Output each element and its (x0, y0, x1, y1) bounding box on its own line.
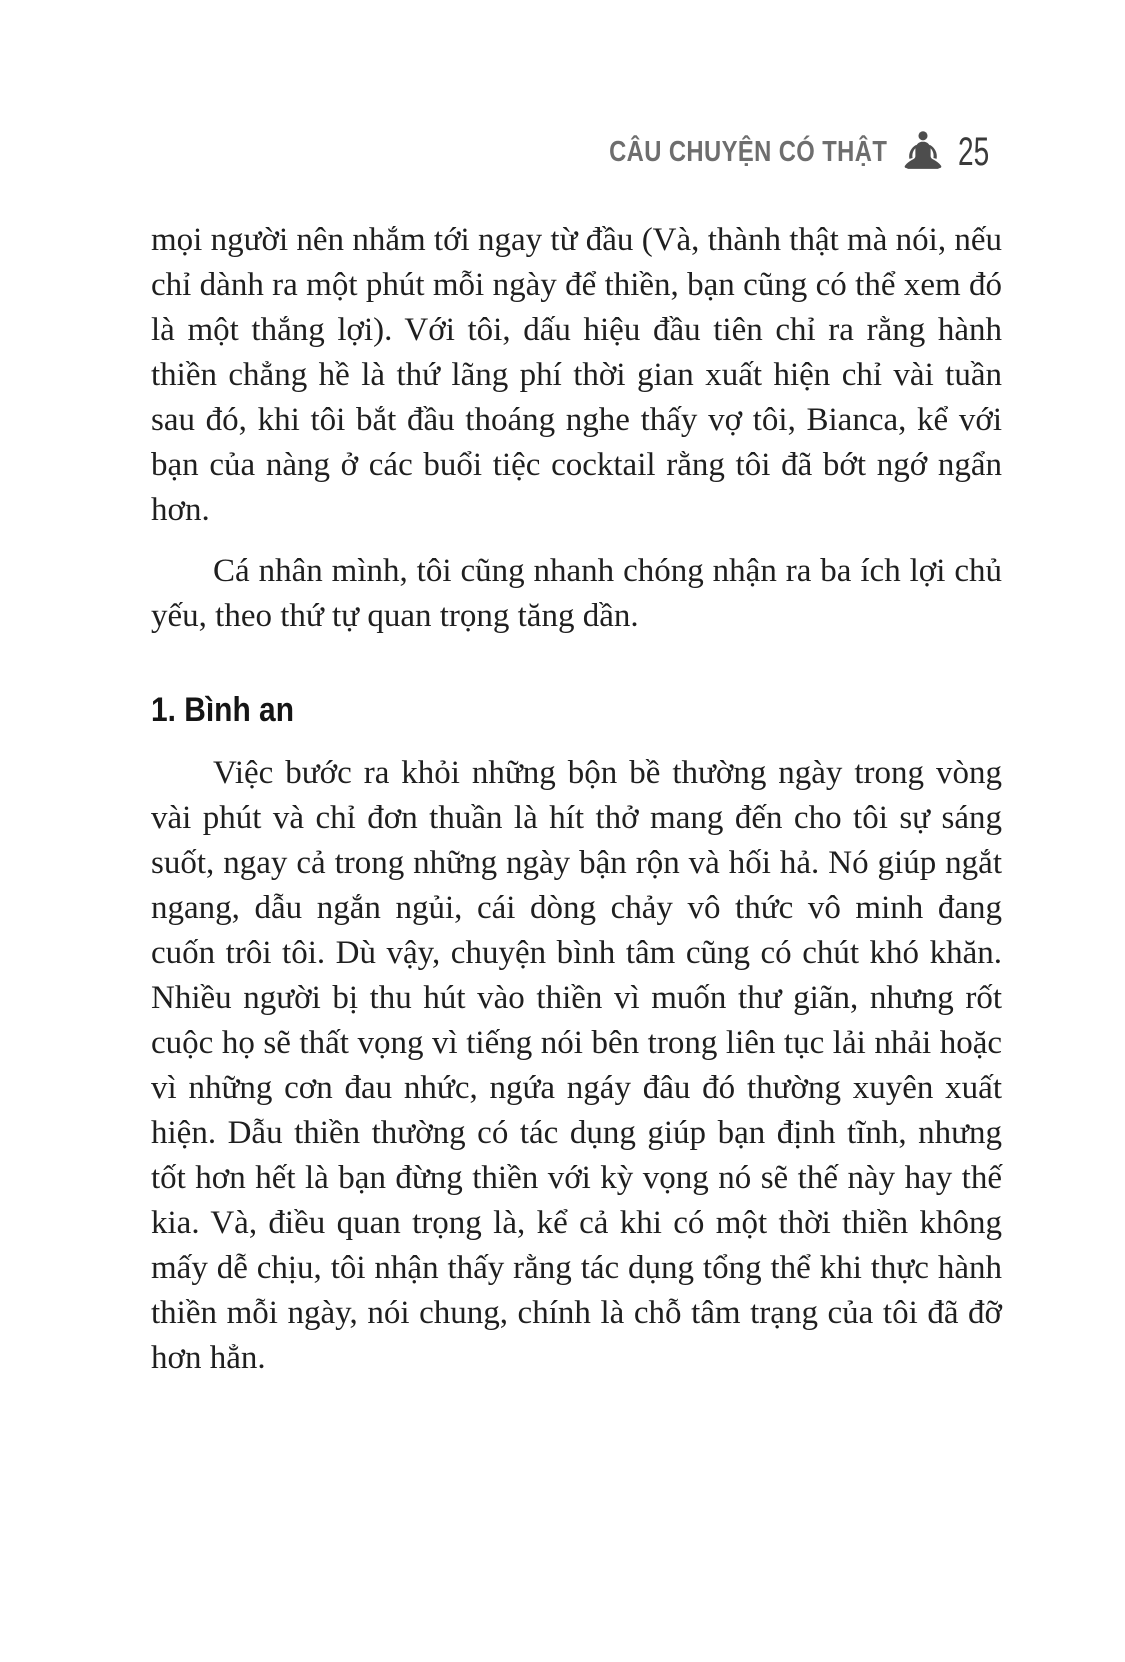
running-header (151, 128, 1002, 176)
body-paragraph: Cá nhân mình, tôi cũng nhanh chóng nhận ra ba ích lợi chủ yếu, theo thứ tự quan trọng tăng dần. (151, 553, 1002, 634)
section-heading: 1. Bình an (151, 691, 294, 729)
body-paragraph: Việc bước ra khỏi những bộn bề thường ngày trong vòng vài phút và chỉ đơn thuần là hít thở mang đến cho tôi sự sáng suốt, ngay cả trong những ngày bận rộn và hối hả. Nó giúp ngắt ngang, dẫu ngắn ngủi, cái dòng chảy vô thức vô minh đang cuốn trôi tôi. Dù vậy, chuyện bình tâm cũng có chút khó khăn. Nhiều người bị thu hút vào thiền vì muốn thư giãn, nhưng rốt cuộc họ sẽ thất vọng vì tiếng nói bên trong liên tục lải nhải hoặc vì những cơn đau nhức, ngứa ngáy đâu đó thường xuyên xuất hiện. Dẫu thiền thường có tác dụng giúp bạn định tĩnh, nhưng tốt hơn hết là bạn đừng thiền với kỳ vọng nó sẽ thế này hay thế kia. Và, điều quan trọng là, kể cả khi có một thời thiền không mấy dễ chịu, tôi nhận thấy rằng tác dụng tổng thể khi thực hành thiền mỗi ngày, nói chung, chính là chỗ tâm trạng của tôi đã đỡ hơn hẳn. (151, 755, 1002, 1376)
page-number: 25 (957, 130, 989, 174)
meditation-icon (900, 129, 946, 175)
running-header-title: CÂU CHUYỆN CÓ THẬT (609, 135, 888, 168)
page-body (151, 218, 1002, 1397)
body-paragraph: mọi người nên nhắm tới ngay từ đầu (Và, thành thật mà nói, nếu chỉ dành ra một phút mỗi ngày để thiền, bạn cũng có thể xem đó là một thắng lợi). Với tôi, dấu hiệu đầu tiên chỉ ra rằng hành thiền chẳng hề là thứ lãng phí thời gian xuất hiện chỉ vài tuần sau đó, khi tôi bắt đầu thoáng nghe thấy vợ tôi, Bianca, kể với bạn của nàng ở các buổi tiệc cocktail rằng tôi đã bớt ngớ ngẩn hơn. (151, 222, 1002, 528)
